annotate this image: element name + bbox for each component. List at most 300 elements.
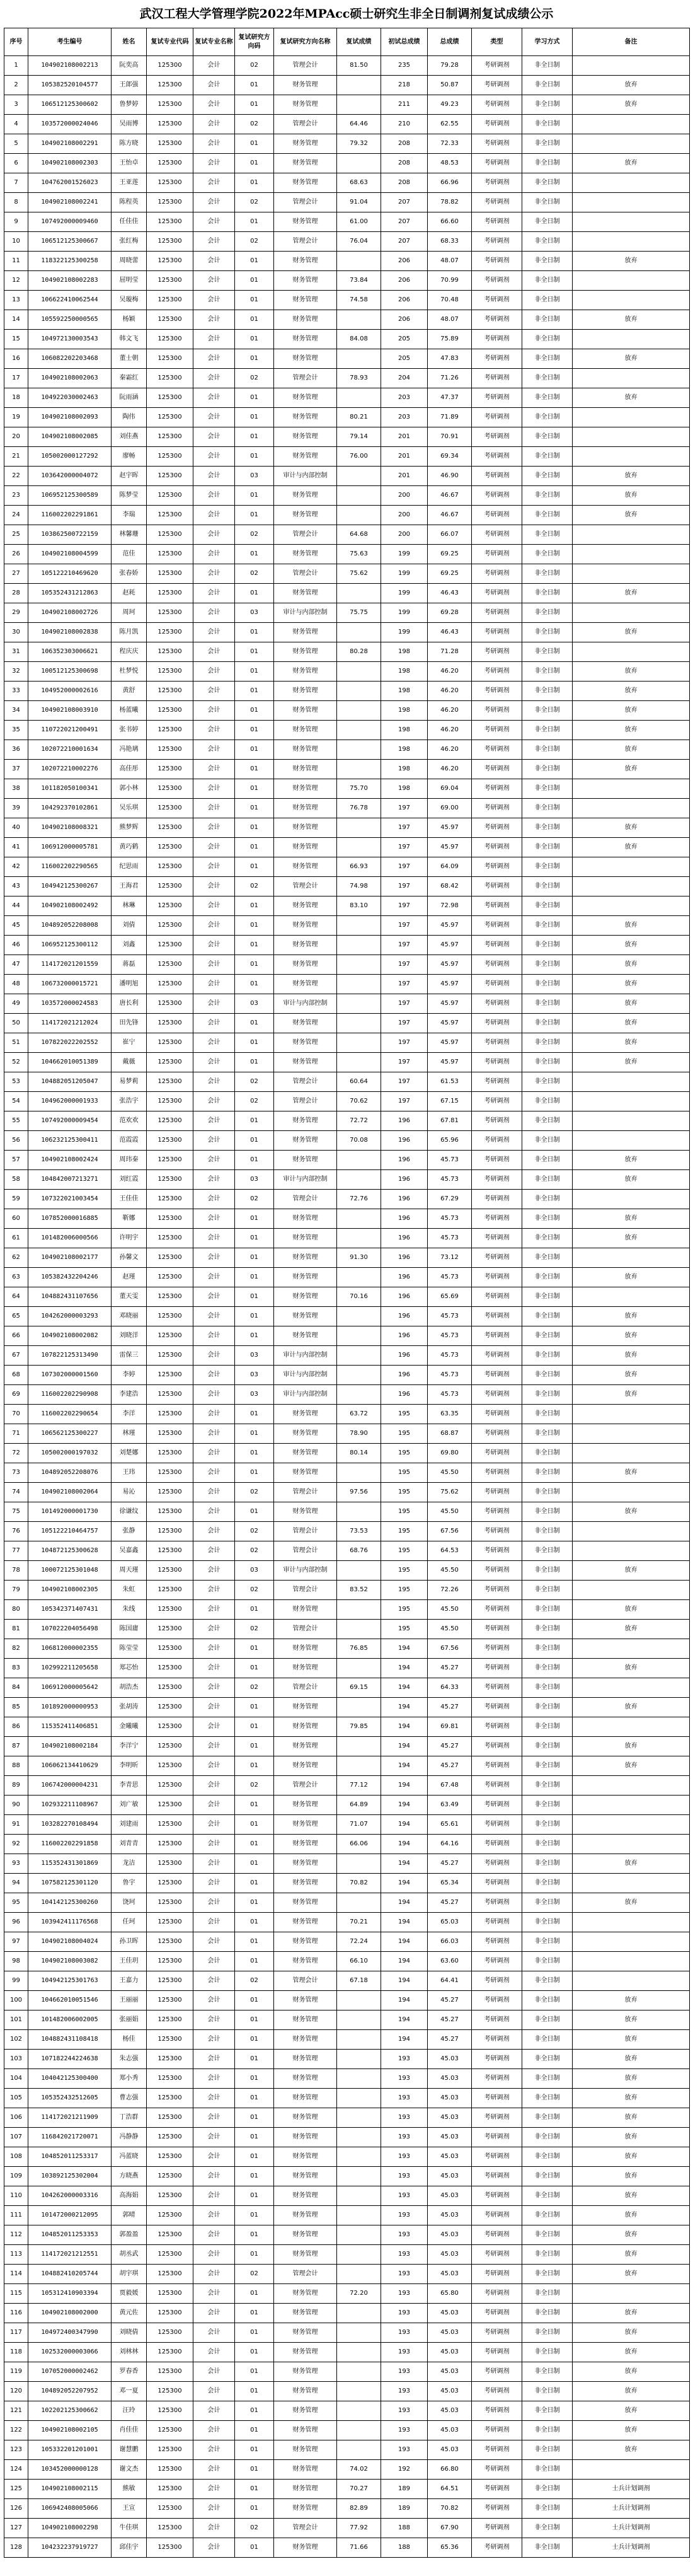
table-cell: 放弃 [573,2108,690,2128]
table-cell: 杨佳 [112,2030,147,2050]
table-cell: 会计 [193,701,235,721]
table-cell: 105122210469620 [28,564,112,584]
table-cell: 考研调剂 [472,1366,522,1385]
table-cell: 考研调剂 [472,2538,522,2558]
table-cell: 128 [4,2538,28,2558]
table-cell [337,721,381,740]
table-cell: 01 [235,799,274,818]
table-cell: 放弃 [573,1620,690,1639]
table-row [4,486,690,506]
table-cell: 120 [4,2382,28,2401]
table-cell: 125300 [147,1659,193,1678]
table-cell: 财务管理 [274,2225,337,2245]
table-cell: 放弃 [573,1346,690,1366]
table-cell: 01 [235,1600,274,1620]
table-cell: 放弃 [573,623,690,642]
table-cell: 197 [381,877,428,896]
table-cell: 杨蓝曦 [112,701,147,721]
table-cell: 59 [4,1190,28,1209]
table-cell: 放弃 [573,1600,690,1620]
table-cell [337,1151,381,1170]
table-cell: 45.27 [428,1698,472,1717]
table-row [4,2519,690,2538]
table-cell: 阮雨涵 [112,388,147,408]
table-cell: 非全日制 [522,330,573,349]
table-cell: 197 [381,1014,428,1033]
table-cell: 秦霜红 [112,369,147,388]
table-cell: 48.07 [428,310,472,330]
table-cell: 管理会计 [274,1522,337,1541]
table-cell: 01 [235,2401,274,2421]
table-cell: 非全日制 [522,1756,573,1776]
table-cell: 65.69 [428,1287,472,1307]
table-cell: 放弃 [573,2362,690,2382]
table-row [4,1659,690,1678]
table-cell: 放弃 [573,2010,690,2030]
table-cell: 29 [4,603,28,623]
table-cell: 财务管理 [274,2147,337,2167]
table-cell: 104892052208076 [28,1463,112,1483]
table-cell [573,193,690,212]
table-cell: 会计 [193,916,235,936]
table-cell: 财务管理 [274,1502,337,1522]
table-cell: 会计 [193,506,235,525]
table-cell [337,1229,381,1248]
table-cell: 考研调剂 [472,1971,522,1991]
table-cell [573,896,690,916]
table-cell: 104762001526023 [28,173,112,193]
table-cell: 200 [381,506,428,525]
table-row [4,232,690,252]
table-cell: 79.32 [337,134,381,154]
table-cell: 104942125301763 [28,1971,112,1991]
table-cell: 200 [381,486,428,506]
table-cell: 45.03 [428,2167,472,2186]
table-cell: 会计 [193,1600,235,1620]
table-cell: 高佳彤 [112,760,147,779]
table-cell: 非全日制 [522,682,573,701]
table-cell: 会计 [193,467,235,486]
table-cell: 陈莹莹 [112,1639,147,1659]
table-cell: 会计 [193,1131,235,1151]
table-cell: 财务管理 [274,1815,337,1835]
table-cell: 115352411406851 [28,1717,112,1737]
table-cell: 45.03 [428,2206,472,2225]
table-cell: 125300 [147,1756,193,1776]
table-cell: 104902108002085 [28,427,112,447]
table-cell: 放弃 [573,154,690,173]
table-cell: 81.50 [337,56,381,76]
table-cell: 101492000001730 [28,1502,112,1522]
table-cell: 王郎强 [112,76,147,95]
table-cell: 125300 [147,564,193,584]
table-cell: 70 [4,1405,28,1424]
table-cell: 非全日制 [522,2401,573,2421]
table-cell: 财务管理 [274,134,337,154]
table-cell: 65 [4,1307,28,1326]
table-cell: 125300 [147,1932,193,1952]
table-cell: 财务管理 [274,1659,337,1678]
table-cell: 74 [4,1483,28,1502]
table-cell: 管理会计 [274,232,337,252]
table-cell: 财务管理 [274,1952,337,1971]
table-cell: 02 [235,1776,274,1796]
table-cell: 01 [235,1053,274,1072]
table-cell: 财务管理 [274,486,337,506]
table-cell: 考研调剂 [472,1815,522,1835]
table-cell: 77.12 [337,1776,381,1796]
table-cell: 考研调剂 [472,467,522,486]
table-cell: 非全日制 [522,2304,573,2323]
table-cell: 放弃 [573,584,690,603]
table-cell: 42 [4,857,28,877]
table-cell: 01 [235,662,274,682]
table-cell: 03 [235,1170,274,1190]
table-cell: 财务管理 [274,1463,337,1483]
table-cell: 20 [4,427,28,447]
table-row [4,467,690,486]
table-cell: 235 [381,56,428,76]
table-cell: 34 [4,701,28,721]
table-cell [337,1033,381,1053]
table-cell: 02 [235,369,274,388]
table-cell: 考研调剂 [472,506,522,525]
table-cell: 78.82 [428,193,472,212]
table-cell: 会计 [193,2421,235,2440]
table-cell: 01 [235,2030,274,2050]
table-cell: 任佳佳 [112,212,147,232]
table-cell: 会计 [193,682,235,701]
table-cell: 冯蓝晓 [112,2147,147,2167]
table-cell: 91.04 [337,193,381,212]
table-cell: 考研调剂 [472,427,522,447]
table-cell: 45.03 [428,2401,472,2421]
table-cell: 考研调剂 [472,2069,522,2089]
table-cell: 125300 [147,2030,193,2050]
table-cell: 财务管理 [274,1033,337,1053]
table-cell: 财务管理 [274,1014,337,1033]
table-cell: 非全日制 [522,1190,573,1209]
table-cell: 104902108002064 [28,1483,112,1502]
table-cell: 周珂 [112,603,147,623]
table-cell: 刘佳燕 [112,427,147,447]
table-cell: 非全日制 [522,173,573,193]
table-cell: 125300 [147,545,193,564]
table-cell: 考研调剂 [472,1659,522,1678]
table-cell: 206 [381,310,428,330]
table-cell: 125300 [147,701,193,721]
table-cell: 01 [235,349,274,369]
table-cell: 会计 [193,427,235,447]
table-cell: 非全日制 [522,1835,573,1854]
table-cell: 01 [235,2499,274,2519]
table-cell: 125300 [147,310,193,330]
table-cell [573,1932,690,1952]
table-cell: 01 [235,2480,274,2499]
table-cell: 考研调剂 [472,2323,522,2343]
table-cell: 01 [235,1131,274,1151]
table-cell: 徐谦纹 [112,1502,147,1522]
table-cell: 125300 [147,115,193,134]
table-cell: 60 [4,1209,28,1229]
table-cell: 66.03 [428,1932,472,1952]
table-row [4,1346,690,1366]
table-cell: 85 [4,1698,28,1717]
table-cell: 雷保三 [112,1346,147,1366]
table-cell: 116002202290654 [28,1405,112,1424]
table-cell: 69 [4,1385,28,1405]
column-header: 复试成绩 [337,28,381,56]
table-cell: 会计 [193,525,235,545]
table-cell: 邱佳宇 [112,2538,147,2558]
table-cell: 谢文杰 [112,2460,147,2480]
table-cell [337,1854,381,1874]
table-cell [573,779,690,799]
table-cell: 106942408005066 [28,2499,112,2519]
table-cell: 01 [235,896,274,916]
table-cell: 45.27 [428,2030,472,2050]
table-cell: 109 [4,2167,28,2186]
table-cell: 考研调剂 [472,623,522,642]
table-cell: 01 [235,682,274,701]
table-row [4,1854,690,1874]
table-cell: 72.76 [337,1190,381,1209]
table-cell [573,1639,690,1659]
table-cell: 非全日制 [522,252,573,271]
table-cell: 46.43 [428,623,472,642]
table-cell: 125300 [147,936,193,955]
table-cell: 01 [235,1287,274,1307]
table-cell: 01 [235,2284,274,2304]
table-cell: 会计 [193,662,235,682]
table-cell: 财务管理 [274,1913,337,1932]
table-cell: 考研调剂 [472,896,522,916]
table-cell: 会计 [193,1522,235,1541]
table-cell: 45.03 [428,2343,472,2362]
table-cell: 110 [4,2186,28,2206]
column-header: 复试研究方向码 [235,28,274,56]
table-cell: 会计 [193,2538,235,2558]
table-cell: 易沁 [112,1483,147,1502]
table-cell: 69.81 [428,1717,472,1737]
table-cell [337,2401,381,2421]
table-cell: 104232237919727 [28,2538,112,2558]
table-cell: 陈方晓 [112,134,147,154]
table-cell: 69.15 [337,1678,381,1698]
table-cell: 管理会计 [274,1678,337,1698]
table-cell [337,662,381,682]
table-cell: 阮奕高 [112,56,147,76]
table-cell: 会计 [193,1366,235,1385]
table-cell: 审计与内部控制 [274,1561,337,1581]
table-row [4,1541,690,1561]
table-row [4,1405,690,1424]
table-cell: 黄巧鹤 [112,838,147,857]
table-cell: 61.00 [337,212,381,232]
table-cell: 非全日制 [522,1854,573,1874]
table-cell: 放弃 [573,2401,690,2421]
table-cell: 非全日制 [522,2069,573,2089]
table-cell: 02 [235,1483,274,1502]
table-cell [337,838,381,857]
table-cell: 198 [381,662,428,682]
table-cell: 105002000127292 [28,447,112,467]
table-cell: 管理会计 [274,1483,337,1502]
table-cell: 125300 [147,2343,193,2362]
table-cell: 125300 [147,193,193,212]
table-cell: 会计 [193,642,235,662]
table-cell: 考研调剂 [472,2147,522,2167]
table-cell: 90 [4,1796,28,1815]
table-cell: 194 [381,1815,428,1835]
table-cell: 125300 [147,486,193,506]
table-cell: 196 [381,1190,428,1209]
table-cell: 12 [4,271,28,291]
table-cell: 会计 [193,134,235,154]
table-cell: 熊梦辉 [112,818,147,838]
table-cell: 考研调剂 [472,1796,522,1815]
table-cell: 会计 [193,760,235,779]
table-cell: 66.06 [337,1835,381,1854]
table-cell: 放弃 [573,682,690,701]
table-cell [573,1405,690,1424]
table-cell: 非全日制 [522,506,573,525]
table-cell [573,1796,690,1815]
table-row [4,2440,690,2460]
table-cell: 放弃 [573,2245,690,2265]
table-cell: 03 [235,1346,274,1366]
table-cell: 会计 [193,1405,235,1424]
table-cell: 财务管理 [274,330,337,349]
table-cell [573,564,690,584]
table-cell: 考研调剂 [472,584,522,603]
table-cell: 195 [381,1463,428,1483]
table-cell: 02 [235,877,274,896]
table-cell [573,115,690,134]
table-cell: 谢慧鹏 [112,2440,147,2460]
table-cell: 01 [235,1874,274,1893]
table-cell: 会计 [193,1659,235,1678]
table-cell: 财务管理 [274,838,337,857]
table-cell: 放弃 [573,818,690,838]
table-cell: 财务管理 [274,701,337,721]
table-cell: 财务管理 [274,173,337,193]
table-cell: 吴雨博 [112,115,147,134]
table-cell: 考研调剂 [472,369,522,388]
table-cell: 125300 [147,1893,193,1913]
table-cell: 45.73 [428,1229,472,1248]
table-cell: 考研调剂 [472,1405,522,1424]
table-cell: 106082202203468 [28,349,112,369]
table-row [4,2186,690,2206]
table-cell: 125300 [147,1913,193,1932]
table-cell: 考研调剂 [472,564,522,584]
table-cell: 放弃 [573,2206,690,2225]
table-cell: 105382432204246 [28,1268,112,1287]
table-cell: 02 [235,56,274,76]
table-cell: 125300 [147,1053,193,1072]
table-cell [573,1483,690,1502]
table-cell [573,1913,690,1932]
table-cell: 郭小林 [112,779,147,799]
table-row [4,1815,690,1835]
table-cell: 会计 [193,1502,235,1522]
table-cell: 45.50 [428,1561,472,1581]
table-cell [573,2460,690,2480]
table-cell: 116002202290565 [28,857,112,877]
table-cell: 206 [381,291,428,310]
table-cell: 125 [4,2480,28,2499]
table-cell: 125300 [147,1698,193,1717]
table-cell: 102202125300662 [28,2401,112,2421]
table-cell [573,291,690,310]
table-cell: 财务管理 [274,2030,337,2050]
table-cell: 193 [381,2401,428,2421]
table-cell: 放弃 [573,1268,690,1287]
table-cell [573,408,690,427]
score-table [4,28,690,2558]
table-row [4,1893,690,1913]
table-cell: 会计 [193,252,235,271]
table-cell: 125300 [147,2010,193,2030]
table-cell: 107492000009460 [28,212,112,232]
table-cell: 80.21 [337,408,381,427]
table-cell: 125300 [147,1561,193,1581]
table-cell: 125300 [147,1463,193,1483]
table-cell [573,1874,690,1893]
table-cell: 01 [235,212,274,232]
table-cell: 财务管理 [274,2538,337,2558]
table-cell: 76 [4,1522,28,1541]
table-row [4,76,690,95]
table-cell: 非全日制 [522,427,573,447]
table-cell: 会计 [193,2186,235,2206]
table-cell: 财务管理 [274,936,337,955]
table-cell: 考研调剂 [472,603,522,623]
table-cell: 125300 [147,1835,193,1854]
table-cell: 财务管理 [274,447,337,467]
table-cell: 01 [235,2538,274,2558]
table-cell: 194 [381,1952,428,1971]
table-cell: 非全日制 [522,955,573,975]
table-cell: 45.73 [428,1326,472,1346]
table-cell: 非全日制 [522,1268,573,1287]
table-cell: 01 [235,1913,274,1932]
table-cell: 考研调剂 [472,408,522,427]
table-cell: 财务管理 [274,2089,337,2108]
table-cell: 01 [235,1991,274,2010]
table-cell: 纪思雨 [112,857,147,877]
table-cell: 非全日制 [522,2010,573,2030]
table-cell: 财务管理 [274,1854,337,1874]
table-cell: 01 [235,2421,274,2440]
table-cell: 考研调剂 [472,760,522,779]
table-cell: 45.03 [428,2089,472,2108]
table-cell [573,2284,690,2304]
table-cell: 会计 [193,271,235,291]
table-cell: 125300 [147,2147,193,2167]
column-header: 学习方式 [522,28,573,56]
table-cell: 财务管理 [274,76,337,95]
table-cell: 123 [4,2440,28,2460]
table-cell: 114172021212551 [28,2245,112,2265]
table-cell: 放弃 [573,2265,690,2284]
table-cell: 114172021211909 [28,2108,112,2128]
table-cell: 106062134410629 [28,1756,112,1776]
table-cell: 李明昕 [112,1756,147,1776]
table-cell: 会计 [193,2382,235,2401]
column-header: 序号 [4,28,28,56]
